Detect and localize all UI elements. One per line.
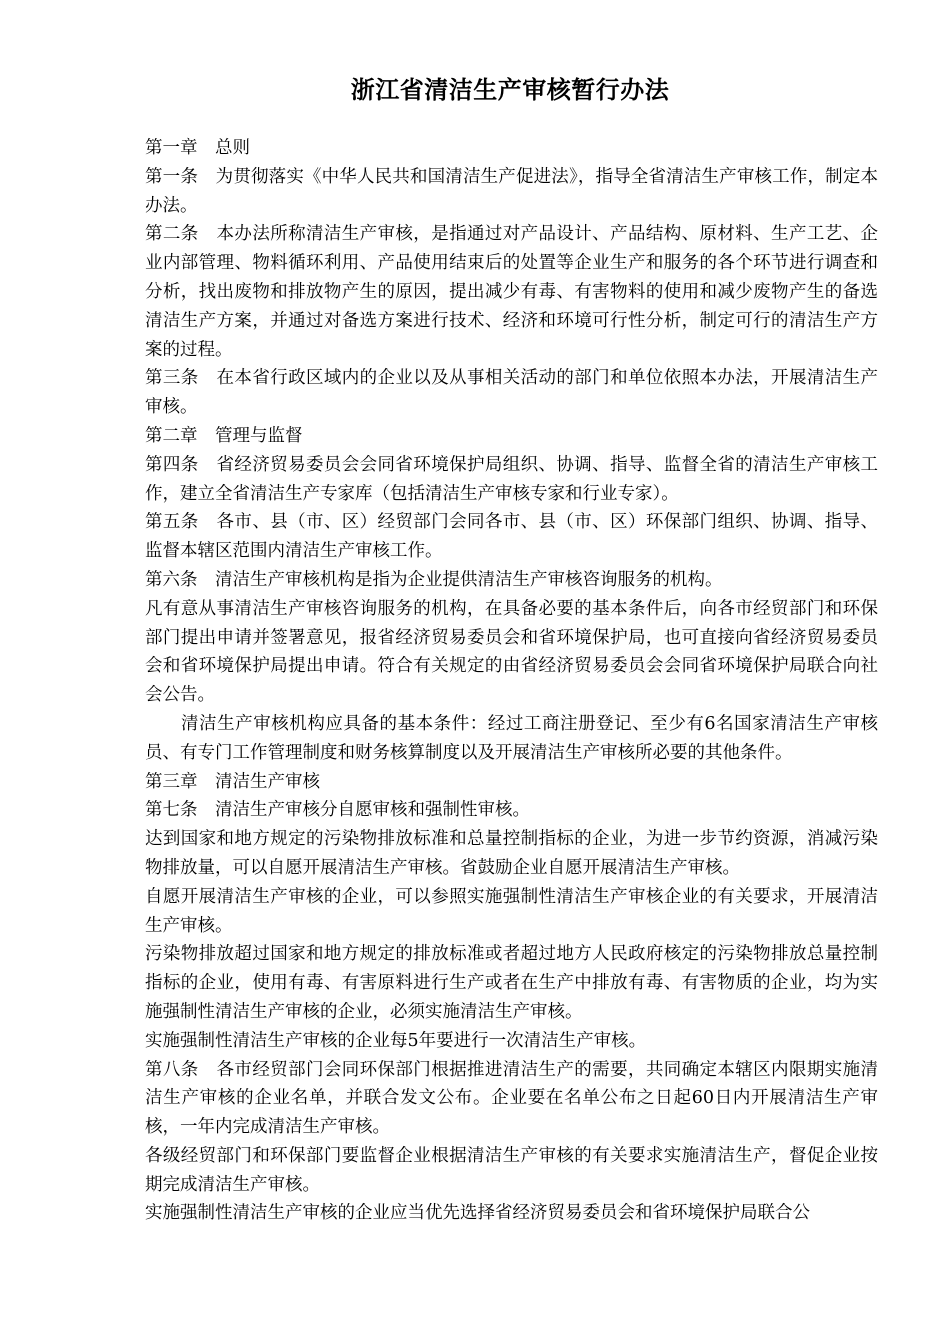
article-1: 第一条 为贯彻落实《中华人民共和国清洁生产促进法》，指导全省清洁生产审核工作，制定本办法。	[145, 166, 878, 216]
article-6-paragraph-3: 清洁生产审核机构应具备的基本条件：经过工商注册登记、至少有6名国家清洁生产审核员、有专门工作管理制度和财务核算制度以及开展清洁生产审核所必要的其他条件。	[145, 713, 878, 763]
document-title: 浙江省清洁生产审核暂行办法	[350, 76, 670, 104]
article-7-paragraph-3: 自愿开展清洁生产审核的企业，可以参照实施强制性清洁生产审核企业的有关要求，开展清洁生产审核。	[145, 886, 878, 936]
document-body	[145, 134, 878, 1228]
chapter-3-heading: 第三章 清洁生产审核	[145, 771, 320, 792]
chapter-1-heading: 第一章 总则	[145, 138, 250, 158]
article-7-paragraph-5: 实施强制性清洁生产审核的企业每5年要进行一次清洁生产审核。	[145, 1030, 647, 1051]
article-7-paragraph-2: 达到国家和地方规定的污染物排放标准和总量控制指标的企业，为进一步节约资源，消减污染物排放量，可以自愿开展清洁生产审核。省鼓励企业自愿开展清洁生产审核。	[145, 829, 878, 878]
chapter-2-heading: 第二章 管理与监督	[145, 425, 303, 446]
article-8-paragraph-2: 各级经贸部门和环保部门要监督企业根据清洁生产审核的有关要求实施清洁生产，督促企业按期完成清洁生产审核。	[145, 1145, 878, 1195]
article-4: 第四条 省经济贸易委员会会同省环境保护局组织、协调、指导、监督全省的清洁生产审核工作，建立全省清洁生产专家库（包括清洁生产审核专家和行业专家）。	[145, 454, 878, 504]
article-5: 第五条 各市、县（市、区）经贸部门会同各市、县（市、区）环保部门组织、协调、指导、监督本辖区范围内清洁生产审核工作。	[145, 512, 878, 562]
article-6: 第六条 清洁生产审核机构是指为企业提供清洁生产审核咨询服务的机构。	[145, 569, 723, 590]
article-3: 第三条 在本省行政区域内的企业以及从事相关活动的部门和单位依照本办法，开展清洁生产审核。	[145, 368, 878, 418]
article-6-paragraph-2: 凡有意从事清洁生产审核咨询服务的机构，在具备必要的基本条件后，向各市经贸部门和环保部门提出申请并签署意见，报省经济贸易委员会和省环境保护局，也可直接向省经济贸易委员会和省环境保护局提出申请。符合有关规定的由省经济贸易委员会会同省环境保护局联合向社会公告。	[145, 598, 878, 706]
article-8: 第八条 各市经贸部门会同环保部门根据推进清洁生产的需要，共同确定本辖区内限期实施清洁生产审核的企业名单，并联合发文公布。企业要在名单公布之日起60日内开展清洁生产审核，一年内完成清洁生产审核。	[145, 1059, 878, 1138]
article-7-paragraph-4: 污染物排放超过国家和地方规定的排放标准或者超过地方人民政府核定的污染物排放总量控制指标的企业，使用有毒、有害原料进行生产或者在生产中排放有毒、有害物质的企业，均为实施强制性清洁生产审核的企业，必须实施清洁生产审核。	[145, 944, 878, 1022]
article-7: 第七条 清洁生产审核分自愿审核和强制性审核。	[145, 800, 530, 821]
article-8-paragraph-3: 实施强制性清洁生产审核的企业应当优先选择省经济贸易委员会和省环境保护局联合公	[145, 1203, 810, 1224]
article-2: 第二条 本办法所称清洁生产审核，是指通过对产品设计、产品结构、原材料、生产工艺、企业内部管理、物料循环利用、产品使用结束后的处置等企业生产和服务的各个环节进行调查和分析，找出废物和排放物产生的原因，提出减少有毒、有害物料的使用和减少废物产生的备选清洁生产方案，并通过对备选方案进行技术、经济和环境可行性分析，制定可行的清洁生产方案的过程。	[145, 224, 878, 360]
